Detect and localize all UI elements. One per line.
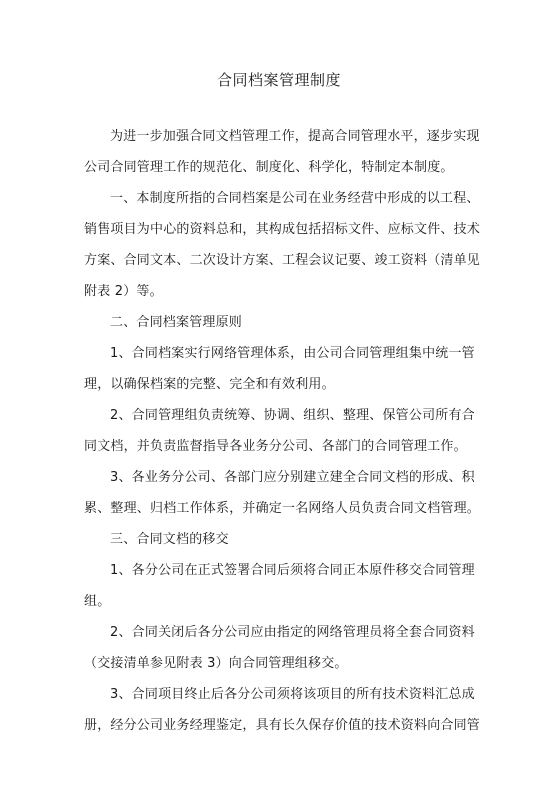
paragraph-line: 累、整理、归档工作体系，并确定一名网络人员负责合同文档管理。 xyxy=(84,501,481,516)
paragraph-line: 方案、合同文本、二次设计方案、工程会议记要、竣工资料（清单见 xyxy=(84,253,481,268)
section-heading: 三、合同文档的移交 xyxy=(110,532,229,547)
paragraph-line: 册，经分公司业务经理鉴定，具有长久保存价值的技术资料向合同管 xyxy=(84,718,481,733)
paragraph-line: 3、各业务分公司、各部门应分别建立建全合同文档的形成、积 xyxy=(110,470,475,485)
paragraph-line: （交接清单参见附表 3）向合同管理组移交。 xyxy=(84,656,348,671)
paragraph-line: 组。 xyxy=(84,594,111,609)
paragraph-line: 3、合同项目终止后各分公司须将该项目的所有技术资料汇总成 xyxy=(110,687,475,702)
paragraph-line: 销售项目为中心的资料总和，其构成包括招标文件、应标文件、技术 xyxy=(84,222,481,237)
paragraph-line: 一、本制度所指的合同档案是公司在业务经营中形成的以工程、 xyxy=(110,191,480,206)
paragraph-line: 为进一步加强合同文档管理工作，提高合同管理水平，逐步实现 xyxy=(110,129,480,144)
paragraph-line: 同文档，并负责监督指导各业务分公司、各部门的合同管理工作。 xyxy=(84,439,467,454)
document-title: 合同档案管理制度 xyxy=(216,71,341,89)
section-heading: 二、合同档案管理原则 xyxy=(110,315,243,330)
paragraph-line: 2、合同管理组负责统筹、协调、组织、整理、保管公司所有合 xyxy=(110,408,475,423)
paragraph-line: 2、合同关闭后各分公司应由指定的网络管理员将全套合同资料 xyxy=(110,625,475,640)
paragraph-line: 公司合同管理工作的规范化、制度化、科学化，特制定本制度。 xyxy=(84,160,454,175)
paragraph-line: 附表 2）等。 xyxy=(84,284,163,299)
paragraph-line: 理，以确保档案的完整、完全和有效利用。 xyxy=(84,377,335,392)
paragraph-line: 1、合同档案实行网络管理体系，由公司合同管理组集中统一管 xyxy=(110,346,475,361)
paragraph-line: 1、各分公司在正式签署合同后须将合同正本原件移交合同管理 xyxy=(110,563,475,578)
